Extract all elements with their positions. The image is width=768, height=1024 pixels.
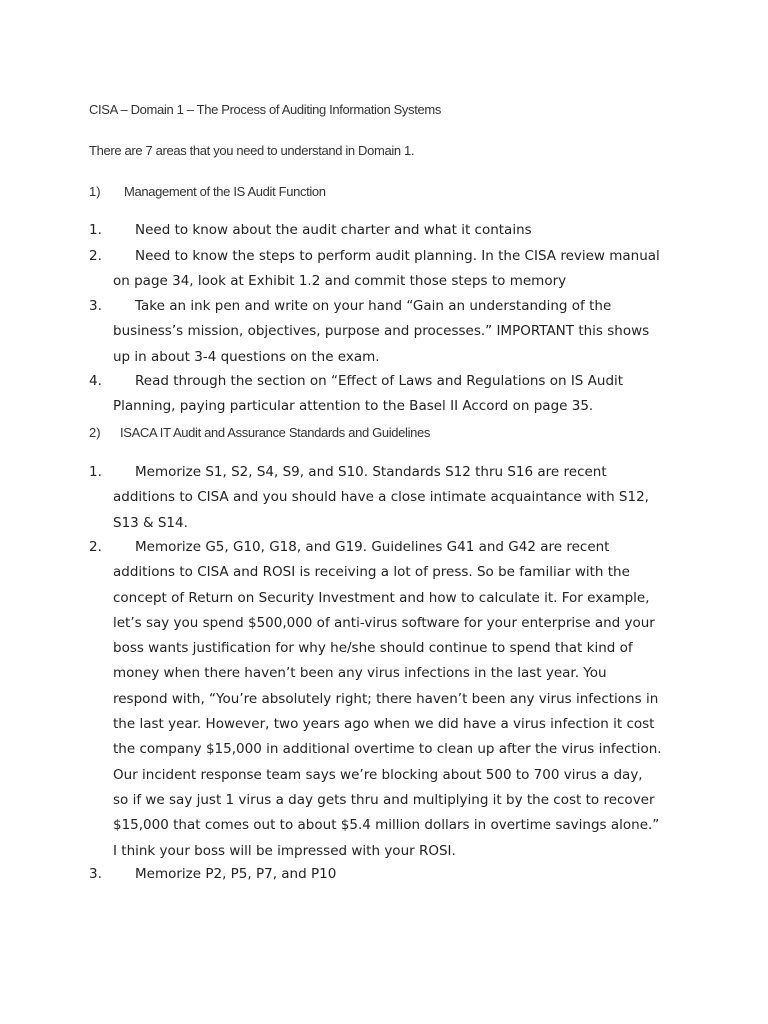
list-item-line: money when there haven’t been any virus infections in the last year. You bbox=[113, 665, 607, 682]
list-item-number: 3. bbox=[89, 866, 102, 882]
list-item-line: Memorize S1, S2, S4, S9, and S10. Standards S12 thru S16 are recent bbox=[135, 464, 607, 480]
document-title: CISA – Domain 1 – The Process of Auditing Information Systems bbox=[89, 102, 441, 117]
list-item-line: on page 34, look at Exhibit 1.2 and commit those steps to memory bbox=[113, 273, 567, 290]
list-item-line: concept of Return on Security Investment and how to calculate it. For example, bbox=[113, 589, 650, 606]
list-item bbox=[89, 862, 669, 887]
list-item bbox=[89, 460, 669, 536]
list-item-line: $15,000 that comes out to about $5.4 million dollars in overtime savings alone.” bbox=[113, 817, 660, 834]
list-item bbox=[89, 369, 669, 420]
list-item-line: Memorize G5, G10, G18, and G19. Guidelines G41 and G42 are recent bbox=[135, 539, 610, 555]
list-item-line: up in about 3-4 questions on the exam. bbox=[113, 348, 380, 365]
list-item-line: Take an ink pen and write on your hand “Gain an understanding of the bbox=[135, 298, 612, 314]
list-item-line: the last year. However, two years ago when we did have a virus infection it cost bbox=[113, 716, 655, 733]
list-item-number: 1. bbox=[89, 464, 102, 480]
list-item-line: Memorize P2, P5, P7, and P10 bbox=[135, 866, 337, 882]
list-item-line: I think your boss will be impressed with your ROSI. bbox=[113, 842, 456, 859]
list-item bbox=[89, 535, 669, 864]
list-item-line: let’s say you spend $500,000 of anti-virus software for your enterprise and your bbox=[113, 614, 655, 631]
list-item-line: Need to know about the audit charter and what it contains bbox=[135, 222, 532, 238]
intro-text: There are 7 areas that you need to understand in Domain 1. bbox=[89, 143, 415, 158]
list-item-line: Planning, paying particular attention to the Basel II Accord on page 35. bbox=[113, 398, 594, 415]
list-item bbox=[89, 294, 669, 370]
list-item-line: business’s mission, objectives, purpose and processes.” IMPORTANT this shows bbox=[113, 323, 650, 340]
list-item bbox=[89, 218, 669, 243]
list-item-number: 4. bbox=[89, 373, 102, 389]
list-item-line: Need to know the steps to perform audit planning. In the CISA review manual bbox=[135, 248, 660, 264]
list-item-number: 2. bbox=[89, 248, 102, 264]
list-item-number: 2. bbox=[89, 539, 102, 555]
section-heading: ISACA IT Audit and Assurance Standards and Guidelines bbox=[120, 425, 431, 440]
list-item-line: S13 & S14. bbox=[113, 514, 188, 531]
section-heading: Management of the IS Audit Function bbox=[124, 184, 326, 199]
list-item-line: Read through the section on “Effect of Laws and Regulations on IS Audit bbox=[135, 373, 624, 389]
list-item-line: so if we say just 1 virus a day gets thru and multiplying it by the cost to recover bbox=[113, 791, 655, 808]
list-item-line: the company $15,000 in additional overtime to clean up after the virus infection. bbox=[113, 741, 662, 758]
list-item bbox=[89, 244, 669, 295]
list-item-number: 1. bbox=[89, 222, 102, 238]
list-item-line: Our incident response team says we’re blocking about 500 to 700 virus a day, bbox=[113, 766, 643, 783]
list-item-number: 3. bbox=[89, 298, 102, 314]
list-item-line: additions to CISA and you should have a close intimate acquaintance with S12, bbox=[113, 489, 649, 506]
list-item-line: boss wants justification for why he/she should continue to spend that kind of bbox=[113, 640, 633, 657]
list-item-line: additions to CISA and ROSI is receiving a lot of press. So be familiar with the bbox=[113, 564, 630, 581]
section-number: 1) bbox=[89, 184, 101, 199]
list-item-line: respond with, “You’re absolutely right; there haven’t been any virus infections in bbox=[113, 690, 659, 707]
section-number: 2) bbox=[89, 425, 101, 440]
